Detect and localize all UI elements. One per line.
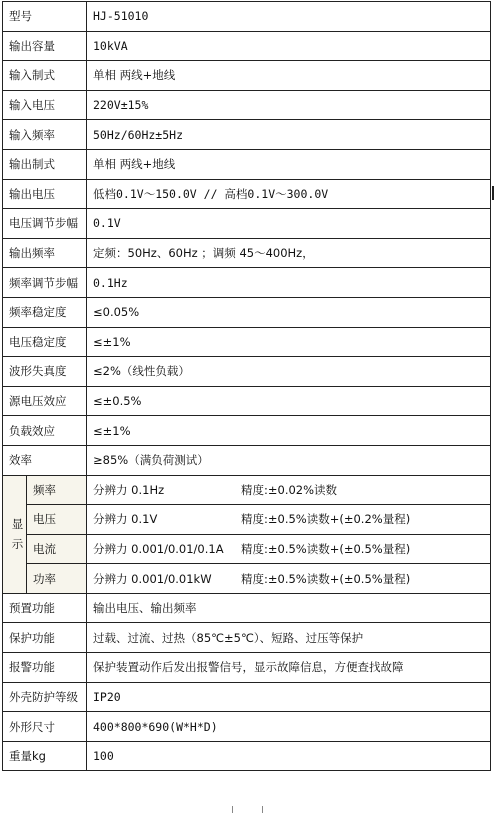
- row-label: 波形失真度: [3, 357, 87, 387]
- display-group-label: [3, 475, 27, 593]
- table-row: [3, 416, 491, 446]
- table-row: [3, 475, 491, 505]
- table-row: [3, 653, 491, 683]
- row-value: 0.1V: [87, 209, 491, 239]
- table-row: [3, 2, 491, 32]
- display-item-values: [87, 534, 491, 564]
- row-label: 报警功能: [3, 653, 87, 683]
- display-resolution: 分辨力 0.001/0.01/0.1A: [93, 541, 224, 556]
- row-label: 外壳防护等级: [3, 682, 87, 712]
- table-row: [3, 31, 491, 61]
- row-label: 预置功能: [3, 593, 87, 623]
- row-label: 外形尺寸: [3, 712, 87, 742]
- display-resolution: 分辨力 0.001/0.01kW: [93, 571, 212, 586]
- row-label: 保护功能: [3, 623, 87, 653]
- table-row: [3, 357, 491, 387]
- table-row: [3, 534, 491, 564]
- table-row: [3, 712, 491, 742]
- display-item-values: [87, 564, 491, 594]
- row-value: 单相 两线+地线: [87, 149, 491, 179]
- row-value: ≤±0.5%: [87, 386, 491, 416]
- row-label: 源电压效应: [3, 386, 87, 416]
- row-label: 型号: [3, 2, 87, 32]
- table-row: [3, 179, 491, 209]
- table-row: [3, 327, 491, 357]
- row-label: 输入电压: [3, 90, 87, 120]
- row-value: IP20: [87, 682, 491, 712]
- display-accuracy: 精度:±0.5%读数+(±0.5%量程): [241, 571, 411, 586]
- row-label: 效率: [3, 445, 87, 475]
- table-row: [3, 209, 491, 239]
- display-accuracy: 精度:±0.5%读数+(±0.2%量程): [241, 512, 411, 527]
- row-label: 输入频率: [3, 120, 87, 150]
- display-item-name: 电压: [27, 505, 87, 535]
- table-row: [3, 238, 491, 268]
- table-row: [3, 297, 491, 327]
- row-value: 10kVA: [87, 31, 491, 61]
- display-accuracy: 精度:±0.5%读数+(±0.5%量程): [241, 541, 411, 556]
- table-row: [3, 445, 491, 475]
- row-value: ≤±1%: [87, 416, 491, 446]
- table-row: [3, 505, 491, 535]
- row-label: 电压稳定度: [3, 327, 87, 357]
- display-item-name: 电流: [27, 534, 87, 564]
- display-item-values: [87, 505, 491, 535]
- table-row: [3, 149, 491, 179]
- spec-table: [2, 1, 491, 771]
- display-label-bottom: 示: [11, 537, 24, 552]
- table-row: [3, 623, 491, 653]
- display-resolution: 分辨力 0.1V: [93, 512, 158, 527]
- table-row: [3, 593, 491, 623]
- display-resolution: 分辨力 0.1Hz: [93, 482, 165, 497]
- row-value: 220V±15%: [87, 90, 491, 120]
- row-label: 输出制式: [3, 149, 87, 179]
- row-value: 单相 两线+地线: [87, 61, 491, 91]
- display-item-name: 频率: [27, 475, 87, 505]
- row-value: 100: [87, 741, 491, 771]
- edge-mark: [232, 806, 233, 813]
- row-value: ≤0.05%: [87, 297, 491, 327]
- table-row: [3, 564, 491, 594]
- row-value: ≤2%（线性负载）: [87, 357, 491, 387]
- row-value: 400*800*690(W*H*D): [87, 712, 491, 742]
- row-label: 频率调节步幅: [3, 268, 87, 298]
- row-value: 定频：50Hz、60Hz ；调频 45～400Hz，: [87, 238, 491, 268]
- table-row: [3, 386, 491, 416]
- table-row: [3, 741, 491, 771]
- row-label: 负载效应: [3, 416, 87, 446]
- table-row: [3, 268, 491, 298]
- table-row: [3, 61, 491, 91]
- table-row: [3, 90, 491, 120]
- row-label: 重量kg: [3, 741, 87, 771]
- display-item-values: [87, 475, 491, 505]
- row-value: 0.1Hz: [87, 268, 491, 298]
- edge-mark: [262, 806, 263, 813]
- display-label-top: 显: [11, 517, 24, 532]
- row-value: ≥85%（满负荷测试）: [87, 445, 491, 475]
- row-value: 过载、过流、过热（85℃±5℃）、短路、过压等保护: [87, 623, 491, 653]
- table-row: [3, 120, 491, 150]
- row-value: 低档0.1V～150.0V // 高档0.1V～300.0V: [87, 179, 491, 209]
- display-item-name: 功率: [27, 564, 87, 594]
- row-label: 输出容量: [3, 31, 87, 61]
- row-label: 频率稳定度: [3, 297, 87, 327]
- row-value: 输出电压、输出频率: [87, 593, 491, 623]
- row-label: 输出频率: [3, 238, 87, 268]
- row-value: HJ-51010: [87, 2, 491, 32]
- row-label: 电压调节步幅: [3, 209, 87, 239]
- row-value: 保护装置动作后发出报警信号，显示故障信息，方便查找故障: [87, 653, 491, 683]
- row-label: 输出电压: [3, 179, 87, 209]
- display-accuracy: 精度:±0.02%读数: [241, 482, 338, 497]
- row-value: ≤±1%: [87, 327, 491, 357]
- edge-mark: [492, 186, 494, 200]
- table-row: [3, 682, 491, 712]
- row-label: 输入制式: [3, 61, 87, 91]
- row-value: 50Hz/60Hz±5Hz: [87, 120, 491, 150]
